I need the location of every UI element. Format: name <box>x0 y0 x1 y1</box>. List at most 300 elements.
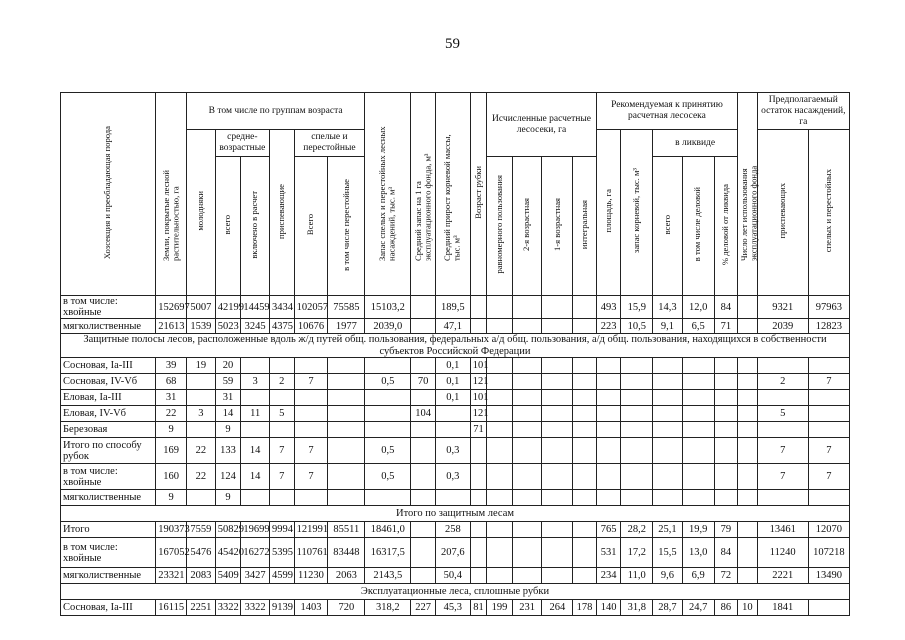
table-cell: 0,5 <box>365 438 411 464</box>
table-cell: 140 <box>596 600 621 616</box>
table-cell: 2 <box>757 374 808 390</box>
table-cell: 3 <box>187 406 216 422</box>
table-cell: 15,9 <box>621 296 653 319</box>
table-cell: 7 <box>294 438 328 464</box>
table-cell: 11230 <box>294 568 328 584</box>
table-cell <box>512 374 542 390</box>
table-cell <box>573 538 597 568</box>
table-cell <box>435 406 470 422</box>
header-remaining: Предполагаемый остаток насаждений, га <box>757 93 849 130</box>
table-cell: 7 <box>270 438 295 464</box>
table-cell <box>294 422 328 438</box>
table-cell <box>328 490 365 506</box>
table-cell <box>294 390 328 406</box>
table-cell <box>653 438 683 464</box>
table-cell <box>411 358 436 374</box>
table-cell <box>621 490 653 506</box>
table-cell: 79 <box>714 522 738 538</box>
table-cell: 7 <box>294 464 328 490</box>
table-cell: 133 <box>215 438 241 464</box>
table-cell: 68 <box>156 374 187 390</box>
table-cell: 18461,0 <box>365 522 411 538</box>
table-cell: 17,2 <box>621 538 653 568</box>
table-cell: 207,6 <box>435 538 470 568</box>
table-cell <box>241 490 270 506</box>
table-cell: 7559 <box>187 522 216 538</box>
row-name: мягколиственные <box>61 568 156 584</box>
header-even-use: равномерного пользования <box>487 157 513 296</box>
table-cell: 50,4 <box>435 568 470 584</box>
table-cell <box>808 490 849 506</box>
header-name: Хозсекция и преобладающая порода <box>61 93 156 296</box>
header-liquid: в ликвиде <box>653 130 738 157</box>
table-cell <box>738 358 757 374</box>
table-cell <box>757 390 808 406</box>
table-cell: 9 <box>156 422 187 438</box>
table-cell <box>294 490 328 506</box>
header-rem-mature: спелых и перестойных <box>808 130 849 296</box>
forest-table <box>60 92 850 616</box>
table-cell <box>241 390 270 406</box>
table-cell: 86 <box>714 600 738 616</box>
table-cell: 14,3 <box>653 296 683 319</box>
table-cell <box>487 490 513 506</box>
table-cell <box>187 490 216 506</box>
table-cell: 7 <box>270 464 295 490</box>
table-cell <box>328 464 365 490</box>
row-name: Еловая, IV-Vб <box>61 406 156 422</box>
header-liq-percent: % деловой от ликвида <box>714 157 738 296</box>
table-cell: 7 <box>294 374 328 390</box>
table-cell <box>573 319 597 334</box>
table-cell: 16272 <box>241 538 270 568</box>
table-cell <box>470 568 486 584</box>
row-name: Еловая, Iа-III <box>61 390 156 406</box>
table-cell: 223 <box>596 319 621 334</box>
table-cell: 45,3 <box>435 600 470 616</box>
table-cell: 31,8 <box>621 600 653 616</box>
table-cell <box>512 538 542 568</box>
table-cell <box>738 522 757 538</box>
table-cell: 31 <box>156 390 187 406</box>
header-cutting-age: Возраст рубки <box>470 93 486 296</box>
table-cell: 121 <box>470 406 486 422</box>
header-calc-cutting: Исчисленные расчетные лесосеки, га <box>487 93 597 157</box>
section-title: Итого по защитным лесам <box>61 506 850 522</box>
table-cell: 39 <box>156 358 187 374</box>
table-cell: 47,1 <box>435 319 470 334</box>
header-age2: 2-я возрастная <box>512 157 542 296</box>
table-cell <box>682 464 714 490</box>
table-cell: 5 <box>270 406 295 422</box>
table-cell <box>573 422 597 438</box>
header-stock: Запас спелых и перестойных лесных насаждений, тыс. м³ <box>365 93 411 296</box>
table-cell <box>738 319 757 334</box>
table-cell: 1977 <box>328 319 365 334</box>
table-cell <box>487 390 513 406</box>
table-cell: 5023 <box>215 319 241 334</box>
table-cell: 97963 <box>808 296 849 319</box>
section-title: Эксплуатационные леса, сплошные рубки <box>61 584 850 600</box>
table-cell <box>596 374 621 390</box>
table-cell <box>738 490 757 506</box>
table-cell: 258 <box>435 522 470 538</box>
table-cell: 9994 <box>270 522 295 538</box>
table-cell: 11240 <box>757 538 808 568</box>
table-cell <box>573 522 597 538</box>
header-years-use: Число лет использования эксплуатационного фонда <box>738 93 757 296</box>
table-cell <box>808 422 849 438</box>
table-cell <box>328 358 365 374</box>
table-cell <box>621 390 653 406</box>
page-number: 59 <box>445 36 460 52</box>
table-cell <box>653 422 683 438</box>
table-cell <box>738 296 757 319</box>
table-cell <box>512 406 542 422</box>
table-cell <box>596 390 621 406</box>
table-cell <box>738 422 757 438</box>
table-cell: 765 <box>596 522 621 538</box>
table-cell <box>294 406 328 422</box>
table-cell <box>542 406 573 422</box>
table-cell <box>411 490 436 506</box>
row-name: мягколиственные <box>61 490 156 506</box>
table-cell: 167052 <box>156 538 187 568</box>
header-liq-total: всего <box>653 157 683 296</box>
header-avg-growth: Средний прирост корневой массы, тыс. м³ <box>435 93 470 296</box>
table-cell: 199 <box>487 600 513 616</box>
table-cell <box>470 319 486 334</box>
table-cell <box>542 522 573 538</box>
table-row <box>61 296 850 319</box>
table-cell <box>512 438 542 464</box>
header-rec-stock: запас корневой, тыс. м³ <box>621 130 653 296</box>
table-cell <box>487 319 513 334</box>
table-cell <box>542 296 573 319</box>
table-cell: 178 <box>573 600 597 616</box>
table-row <box>61 600 850 616</box>
table-cell <box>365 490 411 506</box>
table-cell <box>187 374 216 390</box>
table-cell <box>757 490 808 506</box>
table-cell <box>542 568 573 584</box>
table-cell: 124 <box>215 464 241 490</box>
table-cell <box>470 522 486 538</box>
table-cell: 231 <box>512 600 542 616</box>
table-cell: 190373 <box>156 522 187 538</box>
table-row <box>61 522 850 538</box>
table-cell <box>653 406 683 422</box>
table-row <box>61 358 850 374</box>
table-cell <box>714 422 738 438</box>
table-cell: 9 <box>215 490 241 506</box>
row-name: Итого <box>61 522 156 538</box>
table-cell <box>187 422 216 438</box>
section-row <box>61 506 850 522</box>
table-cell: 75585 <box>328 296 365 319</box>
table-cell: 101 <box>470 358 486 374</box>
header-recommended: Рекомендуемая к принятию расчетная лесосека <box>596 93 737 130</box>
table-cell <box>714 464 738 490</box>
table-cell <box>487 522 513 538</box>
table-cell: 24,7 <box>682 600 714 616</box>
table-cell: 3322 <box>215 600 241 616</box>
table-cell: 0,1 <box>435 358 470 374</box>
table-cell: 152697 <box>156 296 187 319</box>
table-cell <box>573 490 597 506</box>
table-cell: 11,0 <box>621 568 653 584</box>
table-cell <box>241 358 270 374</box>
row-name: мягколиственные <box>61 319 156 334</box>
table-cell: 4375 <box>270 319 295 334</box>
table-cell <box>573 296 597 319</box>
table-cell <box>435 422 470 438</box>
table-cell <box>328 438 365 464</box>
row-name: Сосновая, Iа-III <box>61 358 156 374</box>
table-cell <box>512 568 542 584</box>
table-cell: 7 <box>757 464 808 490</box>
table-row <box>61 374 850 390</box>
table-cell <box>682 438 714 464</box>
row-name: в том числе: хвойные <box>61 296 156 319</box>
table-cell: 15,5 <box>653 538 683 568</box>
row-name: в том числе: хвойные <box>61 464 156 490</box>
table-cell <box>411 522 436 538</box>
table-cell <box>738 568 757 584</box>
table-cell <box>808 390 849 406</box>
header-avg-stock: Средний запас на 1 га эксплуатационного фонда, м³ <box>411 93 436 296</box>
header-integral: интегральная <box>573 157 597 296</box>
table-cell: 2251 <box>187 600 216 616</box>
table-cell: 493 <box>596 296 621 319</box>
table-cell <box>411 319 436 334</box>
table-cell: 85511 <box>328 522 365 538</box>
table-cell: 31 <box>215 390 241 406</box>
table-cell <box>653 464 683 490</box>
table-cell <box>512 422 542 438</box>
table-cell: 70 <box>411 374 436 390</box>
table-cell: 6,5 <box>682 319 714 334</box>
table-cell: 9139 <box>270 600 295 616</box>
table-cell: 72 <box>714 568 738 584</box>
table-cell <box>512 390 542 406</box>
table-cell: 7 <box>808 464 849 490</box>
table-cell <box>682 406 714 422</box>
table-cell <box>682 374 714 390</box>
table-cell <box>738 464 757 490</box>
table-cell: 12,0 <box>682 296 714 319</box>
table-cell: 2 <box>270 374 295 390</box>
table-cell <box>596 438 621 464</box>
table-cell <box>621 464 653 490</box>
header-age1: 1-я возрастная <box>542 157 573 296</box>
table-cell: 160 <box>156 464 187 490</box>
table-cell: 102057 <box>294 296 328 319</box>
table-cell <box>470 438 486 464</box>
table-cell: 71 <box>470 422 486 438</box>
table-cell: 81 <box>470 600 486 616</box>
table-cell <box>653 374 683 390</box>
table-cell: 1403 <box>294 600 328 616</box>
table-cell: 5 <box>757 406 808 422</box>
table-cell <box>487 568 513 584</box>
row-name: в том числе: хвойные <box>61 538 156 568</box>
table-cell <box>241 422 270 438</box>
table-cell: 20 <box>215 358 241 374</box>
table-cell: 28,7 <box>653 600 683 616</box>
table-cell: 22 <box>187 464 216 490</box>
table-cell <box>738 390 757 406</box>
table-cell <box>542 390 573 406</box>
table-cell: 720 <box>328 600 365 616</box>
table-row <box>61 406 850 422</box>
table-cell <box>714 406 738 422</box>
table-cell: 14 <box>215 406 241 422</box>
table-cell <box>596 406 621 422</box>
table-cell: 9321 <box>757 296 808 319</box>
table-cell: 28,2 <box>621 522 653 538</box>
table-cell: 104 <box>411 406 436 422</box>
table-cell <box>808 358 849 374</box>
table-cell <box>328 390 365 406</box>
table-cell <box>411 464 436 490</box>
table-cell <box>328 374 365 390</box>
table-cell: 7 <box>808 374 849 390</box>
table-cell <box>573 358 597 374</box>
table-cell: 13,0 <box>682 538 714 568</box>
table-cell: 0,5 <box>365 374 411 390</box>
table-cell: 2039 <box>757 319 808 334</box>
table-cell: 19 <box>187 358 216 374</box>
table-cell <box>487 406 513 422</box>
table-cell <box>512 464 542 490</box>
table-cell: 50829 <box>215 522 241 538</box>
header-age-groups: В том числе по группам возраста <box>187 93 365 130</box>
table-cell <box>808 600 849 616</box>
table-cell <box>411 538 436 568</box>
table-cell: 0,3 <box>435 464 470 490</box>
table-cell <box>542 464 573 490</box>
table-cell: 9 <box>215 422 241 438</box>
table-cell <box>294 358 328 374</box>
table-cell <box>682 490 714 506</box>
table-cell <box>270 490 295 506</box>
table-cell <box>411 422 436 438</box>
table-cell: 23321 <box>156 568 187 584</box>
table-cell <box>542 319 573 334</box>
table-cell: 0,5 <box>365 464 411 490</box>
table-cell: 2221 <box>757 568 808 584</box>
row-name: Сосновая, Iа-III <box>61 600 156 616</box>
table-cell <box>487 464 513 490</box>
table-cell <box>738 438 757 464</box>
table-cell <box>542 438 573 464</box>
table-cell: 169 <box>156 438 187 464</box>
section-row <box>61 334 850 358</box>
table-cell: 83448 <box>328 538 365 568</box>
table-cell <box>757 422 808 438</box>
table-cell: 25,1 <box>653 522 683 538</box>
table-cell <box>365 390 411 406</box>
header-mature: спелые и перестойные <box>294 130 365 157</box>
table-cell: 264 <box>542 600 573 616</box>
row-name: Березовая <box>61 422 156 438</box>
table-cell <box>573 464 597 490</box>
table-cell: 7 <box>808 438 849 464</box>
table-cell <box>411 390 436 406</box>
table-cell <box>682 422 714 438</box>
table-row <box>61 490 850 506</box>
table-cell: 59 <box>215 374 241 390</box>
table-cell: 5409 <box>215 568 241 584</box>
table-cell: 227 <box>411 600 436 616</box>
table-cell: 234 <box>596 568 621 584</box>
table-body <box>61 296 850 616</box>
table-cell <box>512 296 542 319</box>
header-area: Земли, покрытые лесной растительностью, га <box>156 93 187 296</box>
table-cell <box>573 390 597 406</box>
table-cell <box>573 406 597 422</box>
table-cell <box>573 438 597 464</box>
table-cell <box>487 374 513 390</box>
table-cell: 19,9 <box>682 522 714 538</box>
header-rem-maturing: приспевающих <box>757 130 808 296</box>
table-cell <box>487 438 513 464</box>
table-cell <box>621 406 653 422</box>
table-cell: 318,2 <box>365 600 411 616</box>
table-cell <box>187 390 216 406</box>
table-cell: 9,6 <box>653 568 683 584</box>
table-row <box>61 568 850 584</box>
row-name: Итого по способу рубок <box>61 438 156 464</box>
table-cell: 16115 <box>156 600 187 616</box>
table-cell <box>757 358 808 374</box>
table-cell <box>596 464 621 490</box>
table-cell <box>365 406 411 422</box>
table-cell: 42199 <box>215 296 241 319</box>
table-cell <box>596 358 621 374</box>
table-cell <box>470 538 486 568</box>
section-title: Защитные полосы лесов, расположенные вдоль ж/д путей общ. пользования, федеральных а/д общ. пользования, а/д общ. пользования, находящихся в собственности субъектов Российской Федерации <box>61 334 850 358</box>
table-cell <box>682 358 714 374</box>
table-cell: 3434 <box>270 296 295 319</box>
table-cell <box>512 358 542 374</box>
table-cell <box>573 374 597 390</box>
table-cell <box>714 438 738 464</box>
table-cell: 22 <box>187 438 216 464</box>
table-cell: 6,9 <box>682 568 714 584</box>
table-cell: 3427 <box>241 568 270 584</box>
row-name: Сосновая, IV-Vб <box>61 374 156 390</box>
table-row <box>61 319 850 334</box>
table-cell <box>542 358 573 374</box>
table-cell: 3322 <box>241 600 270 616</box>
table-cell <box>512 490 542 506</box>
table-cell <box>487 538 513 568</box>
table-cell <box>682 390 714 406</box>
table-cell <box>714 490 738 506</box>
table-cell <box>270 422 295 438</box>
table-cell <box>470 490 486 506</box>
table-cell <box>738 538 757 568</box>
table-cell: 0,3 <box>435 438 470 464</box>
header-mature-total: Всего <box>294 157 328 296</box>
table-cell <box>714 358 738 374</box>
section-row <box>61 584 850 600</box>
table-cell: 2063 <box>328 568 365 584</box>
table-cell <box>621 422 653 438</box>
header-middle-total: всего <box>215 157 241 296</box>
